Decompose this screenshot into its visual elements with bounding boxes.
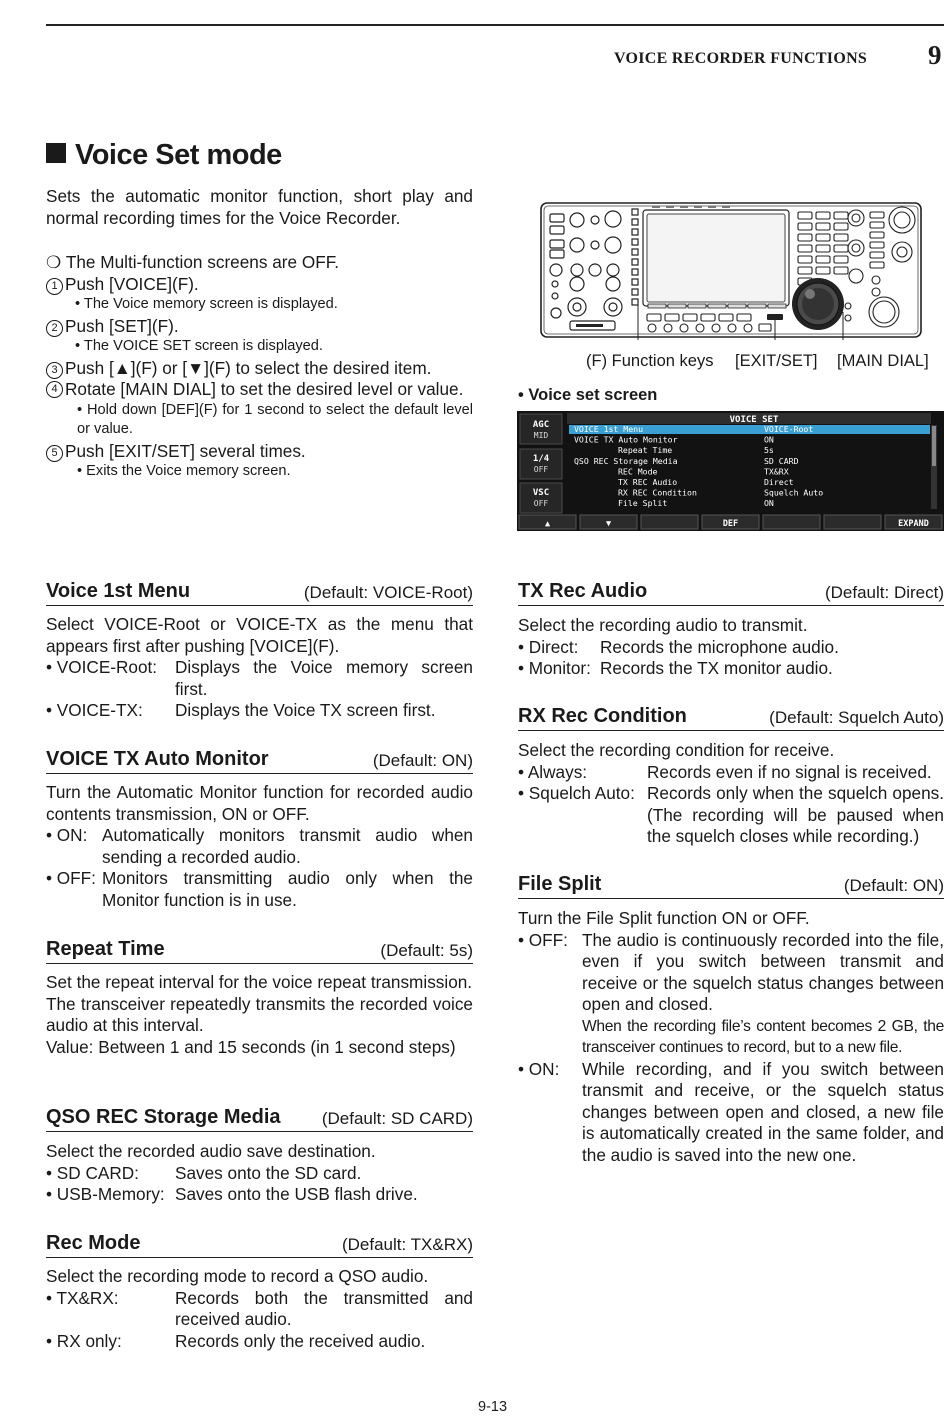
step-3: 3 Push [▲](F) or [▼](F) to select the desired item. bbox=[46, 358, 473, 380]
default-value: (Default: Squelch Auto) bbox=[769, 708, 944, 727]
screen-function-key-label: DEF bbox=[722, 519, 739, 529]
screen-menu-item-name[interactable]: QSO REC Storage Media bbox=[574, 455, 678, 466]
section-header-rec-mode bbox=[46, 1232, 473, 1258]
section-body-qso-rec-storage-media bbox=[46, 1141, 473, 1206]
step-5-note: • Exits the Voice memory screen. bbox=[77, 463, 291, 479]
screen-title: VOICE SET bbox=[729, 415, 779, 425]
option-row: • VOICE-Root: Displays the Voice memory screen first. bbox=[46, 657, 473, 699]
screen-menu-item-value: ON bbox=[764, 498, 774, 509]
option-description: The audio is continuously recorded into the file, even if you switch between transmit and receive or the squelch status changes between open and closed. bbox=[582, 929, 944, 1014]
screen-function-key-label: ▲ bbox=[544, 519, 551, 529]
screen-function-key-label: EXPAND bbox=[898, 519, 929, 529]
description: Turn the Automatic Monitor function for recorded audio contents transmission, ON or OFF. bbox=[46, 782, 473, 824]
section-body-rec-mode bbox=[46, 1266, 473, 1352]
step-number: 1 bbox=[46, 278, 63, 295]
option-row: • Squelch Auto: Records only when the squelch opens. (The recording will be paused when the squelch closes while recording.) bbox=[518, 783, 944, 846]
screen-menu-item-value: SD CARD bbox=[764, 455, 799, 466]
step-1: 1 Push [VOICE](F). bbox=[46, 274, 473, 296]
section-header-voice-1st-menu bbox=[46, 580, 473, 606]
screen-menu-item-value: VOICE-Root bbox=[764, 424, 814, 434]
option-row: • RX only: Records only the received audio. bbox=[46, 1330, 426, 1351]
section-heading: Rec Mode bbox=[46, 1232, 141, 1254]
screen-menu-item-value: ON bbox=[764, 434, 774, 445]
screen-menu-item-value: TX&RX bbox=[764, 466, 789, 477]
transceiver-front-panel-illustration bbox=[540, 200, 924, 340]
page-number: 9-13 bbox=[478, 1399, 508, 1415]
intro-text: Sets the automatic monitor function, short play and normal recording times for the Voice Recorder. bbox=[46, 186, 473, 228]
step-5: 5 Push [EXIT/SET] several times. bbox=[46, 441, 473, 463]
section-heading: RX Rec Condition bbox=[518, 705, 687, 727]
description: Set the repeat interval for the voice repeat transmission. bbox=[46, 972, 473, 992]
option-row: • ON: Automatically monitors transmit audio when sending a recorded audio. bbox=[46, 825, 473, 867]
chapter-title: VOICE RECORDER FUNCTIONS bbox=[614, 50, 868, 67]
default-value: (Default: VOICE-Root) bbox=[303, 583, 473, 602]
default-value: (Default: TX&RX) bbox=[341, 1235, 473, 1254]
screen-caption: • Voice set screen bbox=[518, 386, 658, 404]
option-row: • USB-Memory: Saves onto the USB flash drive. bbox=[46, 1184, 418, 1204]
option-row: • Direct: Records the microphone audio. bbox=[518, 636, 839, 657]
step-number: 4 bbox=[46, 381, 63, 398]
option-row: • VOICE-TX: Displays the Voice TX screen first. bbox=[46, 700, 436, 720]
screen-menu-item-name[interactable]: RX REC Condition bbox=[618, 487, 697, 498]
header-rule bbox=[46, 24, 944, 26]
default-value: (Default: SD CARD) bbox=[321, 1109, 473, 1128]
section-heading: TX Rec Audio bbox=[518, 580, 648, 602]
screen-menu-item-name[interactable]: File Split bbox=[618, 498, 668, 509]
section-heading: File Split bbox=[518, 873, 602, 895]
step-number: 3 bbox=[46, 362, 63, 379]
section-heading: VOICE TX Auto Monitor bbox=[46, 748, 269, 770]
section-body-rx-rec-condition bbox=[518, 740, 944, 848]
screen-side-buttons bbox=[520, 414, 562, 513]
default-value: (Default: ON) bbox=[843, 876, 944, 895]
screen-function-keys bbox=[519, 515, 942, 529]
voice-set-screen bbox=[517, 411, 944, 531]
section-heading: QSO REC Storage Media bbox=[46, 1106, 281, 1128]
screen-menu-item-name[interactable]: VOICE TX Auto Monitor bbox=[574, 434, 678, 445]
default-value: (Default: 5s) bbox=[380, 941, 473, 960]
scrollbar-thumb[interactable] bbox=[932, 426, 936, 466]
prerequisite: ❍ The Multi-function screens are OFF. bbox=[46, 252, 340, 272]
voice-set-screen-render bbox=[517, 411, 944, 531]
step-number: 2 bbox=[46, 320, 63, 337]
option-row: • TX&RX: Records both the transmitted and received audio. bbox=[46, 1287, 473, 1329]
step-4: 4 Rotate [MAIN DIAL] to set the desired level or value. bbox=[46, 379, 473, 401]
step-2: 2 Push [SET](F). bbox=[46, 316, 473, 338]
section-heading: Repeat Time bbox=[46, 938, 165, 960]
option-row: • OFF: Monitors transmitting audio only when the Monitor function is in use. bbox=[46, 868, 473, 910]
section-body-file-split bbox=[518, 908, 944, 1166]
option-row: • Monitor: Records the TX monitor audio. bbox=[518, 658, 833, 678]
side-button-value: OFF bbox=[533, 499, 549, 508]
section-heading: Voice 1st Menu bbox=[46, 580, 191, 602]
option-row: • OFF: The audio is continuously recorded into the file, even if you switch between transmit and receive or the squelch status changes between open and closed. When the recording file’s content becomes 2 GB, the transceiver continues to record, but to a new file. bbox=[518, 930, 944, 1059]
section-header-tx-rec-audio bbox=[518, 580, 944, 606]
side-button-label: VSC bbox=[532, 488, 550, 498]
screen-menu-item-value: 5s bbox=[764, 445, 774, 456]
section-header-qso-rec-storage-media bbox=[46, 1106, 473, 1132]
screen-function-key[interactable] bbox=[641, 515, 698, 529]
side-button-value: MID bbox=[533, 431, 549, 440]
function-keys-label: (F) Function keys bbox=[586, 352, 714, 370]
step-4-note: • Hold down [DEF](F) for 1 second to select the default level or value. bbox=[77, 401, 473, 437]
section-title: Voice Set mode bbox=[46, 139, 282, 172]
description: Select the recorded audio save destination. bbox=[46, 1141, 376, 1161]
option-row: • ON: While recording, and if you switch between transmit and receive, or the squelch status changes between open and closed, a new file is automatically created in the same folder, and the audio is saved into the new one. bbox=[518, 1058, 944, 1165]
side-button-label: 1/4 bbox=[532, 454, 550, 464]
section-header-repeat-time bbox=[46, 938, 473, 964]
side-button-label: AGC bbox=[532, 420, 550, 430]
side-button-value: OFF bbox=[533, 465, 549, 474]
option-note: When the recording file’s content becomes 2 GB, the transceiver continues to record, but to a new file. bbox=[582, 1017, 944, 1056]
screen-menu-item-name[interactable]: VOICE 1st Menu bbox=[574, 424, 644, 434]
description: Turn the File Split function ON or OFF. bbox=[518, 908, 810, 928]
screen-menu-item-name[interactable]: REC Mode bbox=[618, 466, 658, 477]
screen-menu-item-value: Squelch Auto bbox=[764, 487, 824, 498]
screen-menu-item-name[interactable]: TX REC Audio bbox=[618, 477, 678, 487]
default-value: (Default: ON) bbox=[372, 751, 473, 770]
exit-set-label: [EXIT/SET] bbox=[735, 352, 818, 370]
description: Select the recording mode to record a QSO audio. bbox=[46, 1266, 429, 1286]
square-bullet-icon bbox=[46, 143, 66, 163]
option-row: • Always: Records even if no signal is received. bbox=[518, 761, 932, 782]
section-header-voice-tx-auto-monitor bbox=[46, 748, 473, 774]
value-range: Value: Between 1 and 15 seconds (in 1 second steps) bbox=[46, 1036, 456, 1057]
description: Select the recording condition for receive. bbox=[518, 740, 835, 760]
section-body-tx-rec-audio bbox=[518, 615, 944, 680]
screen-function-key[interactable] bbox=[824, 515, 881, 529]
screen-function-key-label: ▼ bbox=[605, 519, 612, 529]
section-header-file-split bbox=[518, 873, 944, 899]
main-dial-label: [MAIN DIAL] bbox=[837, 352, 929, 370]
step-2-note: • The VOICE SET screen is displayed. bbox=[75, 338, 323, 354]
section-body-voice-tx-auto-monitor bbox=[46, 782, 473, 911]
option-row: • SD CARD: Saves onto the SD card. bbox=[46, 1162, 362, 1183]
section-body-voice-1st-menu bbox=[46, 614, 473, 722]
description: The transceiver repeatedly transmits the recorded voice audio at this interval. bbox=[46, 993, 473, 1035]
section-header-rx-rec-condition bbox=[518, 705, 944, 731]
step-1-note: • The Voice memory screen is displayed. bbox=[75, 296, 338, 312]
description: Select the recording audio to transmit. bbox=[518, 615, 808, 635]
step-number: 5 bbox=[46, 445, 63, 462]
screen-function-key[interactable] bbox=[763, 515, 820, 529]
screen-menu-item-name[interactable]: Repeat Time bbox=[618, 445, 673, 456]
default-value: (Default: Direct) bbox=[824, 583, 944, 602]
screen-menu-item-value: Direct bbox=[764, 477, 794, 487]
description: Select VOICE-Root or VOICE-TX as the menu that appears first after pushing [VOICE](F). bbox=[46, 614, 473, 656]
steps-block bbox=[46, 252, 473, 482]
chapter-number: 9 bbox=[928, 40, 942, 70]
section-body-repeat-time bbox=[46, 972, 473, 1058]
